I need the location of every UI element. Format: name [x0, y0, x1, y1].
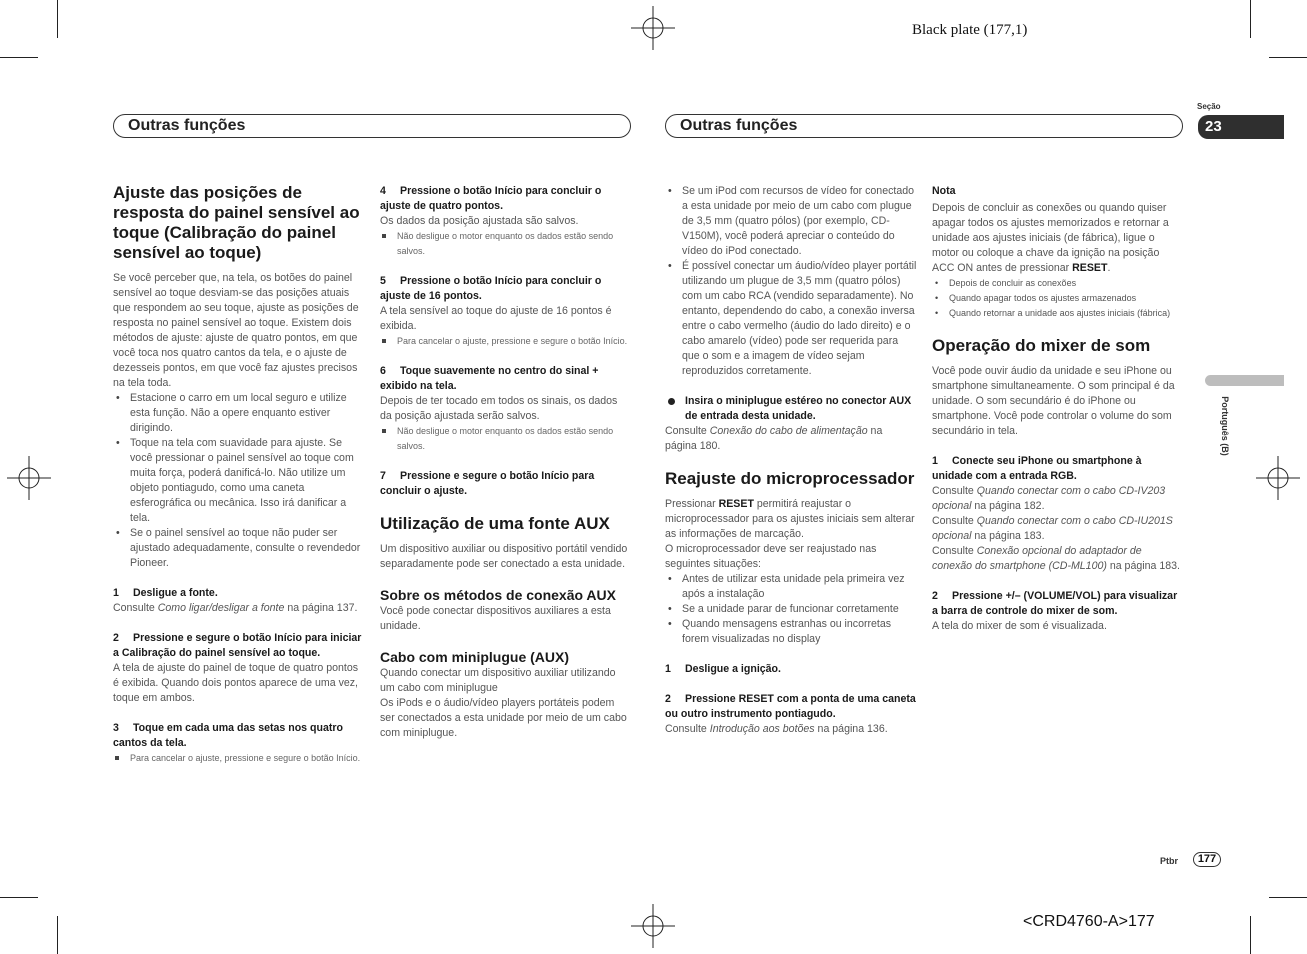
- calibration-intro: Se você perceber que, na tela, os botões do painel sensível ao toque desviam-se das posições atuais que respondem ao seu toque, ajuste as posições de resposta no painel sensível ao toque. Existem dois métodos de ajuste: ajuste de quatro pontos, em que você toca nos quatro cantos da tela, e o ajuste de dezesseis pontos, em que você faz ajustes precisos na tela toda.: [113, 272, 359, 389]
- ref-prefix: Consulte: [932, 545, 977, 557]
- ref-title: Quando conectar com o cabo CD-IU201S opcional: [932, 515, 1173, 542]
- list-item: • Quando apagar todos os ajustes armazenados: [932, 291, 1184, 306]
- step-heading: [380, 274, 632, 304]
- note-heading: Nota: [932, 185, 956, 197]
- note-item: Para cancelar o ajuste, pressione e segure o botão Início.: [113, 751, 365, 766]
- step-reference: [932, 544, 1184, 574]
- aux-methods-text: Você pode conectar dispositivos auxiliares a esta unidade.: [380, 605, 611, 632]
- step-heading: [932, 454, 1184, 484]
- list-item: • Se a unidade parar de funcionar corretamente: [665, 602, 917, 617]
- column-3: [665, 184, 917, 737]
- page-number: 177: [1193, 852, 1221, 867]
- crop-mark: [0, 897, 38, 898]
- crop-mark: [1250, 0, 1251, 38]
- step-heading: [932, 589, 1184, 619]
- list-item: • Se o painel sensível ao toque não puder ser ajustado adequadamente, consulte o revendedor Pioneer.: [113, 526, 365, 571]
- registration-mark-icon: [631, 6, 675, 50]
- reset-text: [665, 497, 917, 542]
- step-reference: [665, 722, 917, 737]
- step-text: Conecte seu iPhone ou smartphone à unidade com a entrada RGB.: [932, 455, 1142, 482]
- plate-label: Black plate (177,1): [912, 22, 1028, 38]
- aux-text: Um dispositivo auxiliar ou dispositivo portátil vendido separadamente pode ser conectado a esta unidade.: [380, 543, 628, 570]
- step-heading: [380, 469, 632, 499]
- language-tab: [1205, 375, 1284, 386]
- step-text: Desligue a fonte.: [133, 587, 218, 599]
- note-item: Não desligue o motor enquanto os dados estão sendo salvos.: [380, 424, 632, 454]
- step-heading: [380, 364, 632, 394]
- reset-text-2: O microprocessador deve ser reajustado nas seguintes situações:: [665, 543, 877, 570]
- crop-mark: [1250, 916, 1251, 954]
- note-body: Depois de concluir as conexões ou quando quiser apagar todos os ajustes memorizados e retornar a unidade aos ajustes iniciais (de fábrica), ligue o motor ou coloque a chave da ignição na posição ACC ON antes de pressionar: [932, 202, 1169, 274]
- step-number: 2: [665, 693, 671, 705]
- ref-suffix: na página 136.: [814, 723, 888, 735]
- step-number: 6: [380, 365, 386, 377]
- miniplug-text: Quando conectar um dispositivo auxiliar utilizando um cabo com miniplugue Os iPods e o áudio/vídeo players portáteis podem ser conectados a esta unidade por meio de um cabo com miniplugue.: [380, 667, 627, 739]
- reset-suffix: permitirá reajustar o microprocessador para os ajustes iniciais sem alterar as informações de marcação.: [665, 498, 915, 540]
- list-item: • Toque na tela com suavidade para ajuste. Se você pressionar o painel sensível ao toque com muita força, poderá danificá-lo. Não utilize um objeto pontiagudo, como uma caneta esferográfica ou mecânica. Isso irá danificar a tela.: [113, 436, 365, 526]
- ref-suffix: na página 137.: [284, 602, 358, 614]
- column-1: [113, 183, 365, 766]
- note-key: RESET: [1072, 262, 1108, 274]
- list-item: • Depois de concluir as conexões: [932, 276, 1184, 291]
- ref-prefix: Consulte: [113, 602, 158, 614]
- step-number: 1: [932, 455, 938, 467]
- step-text: Pressione e segure o botão Início para iniciar a Calibração do painel sensível ao toque.: [113, 632, 362, 659]
- crop-mark: [57, 916, 58, 954]
- step-reference: [932, 484, 1184, 514]
- ref-prefix: Consulte: [932, 515, 977, 527]
- step-number: 1: [665, 663, 671, 675]
- column-4: [932, 184, 1184, 634]
- registration-mark-icon: [631, 904, 675, 948]
- heading-mixer: Operação do mixer de som: [932, 336, 1151, 355]
- heading-calibration: Ajuste das posições de resposta do painel sensível ao toque (Calibração do painel sensível ao toque): [113, 183, 360, 262]
- ref-prefix: Consulte: [665, 425, 710, 437]
- step-body: A tela do mixer de som é visualizada.: [932, 620, 1107, 632]
- step-heading: [113, 586, 365, 601]
- ref-suffix: na página 183.: [1106, 560, 1180, 572]
- language-label: Português (B): [1220, 396, 1230, 456]
- step-reference: [113, 601, 365, 616]
- note-item: Para cancelar o ajuste, pressione e segure o botão Início.: [380, 334, 632, 349]
- registration-mark-icon: [1256, 456, 1300, 500]
- ref-title: Introdução aos botões: [709, 723, 815, 735]
- step-text: Pressione o botão Início para concluir o ajuste de quatro pontos.: [380, 185, 602, 212]
- ref-suffix: na página 183.: [971, 530, 1045, 542]
- ref-title: Conexão do cabo de alimentação: [709, 425, 868, 437]
- section-header-left: [113, 114, 631, 138]
- step-body: Depois de ter tocado em todos os sinais, os dados da posição ajustada serão salvos.: [380, 395, 618, 422]
- step-text: Pressione e segure o botão Início para concluir o ajuste.: [380, 470, 595, 497]
- note-end: .: [1107, 262, 1111, 274]
- reset-key: RESET: [718, 498, 754, 510]
- crop-mark: [1269, 57, 1307, 58]
- crop-mark: [1269, 897, 1307, 898]
- ref-title: Conexão opcional do adaptador de conexão do smartphone (CD-ML100): [932, 545, 1142, 572]
- list-item: • Quando mensagens estranhas ou incorretas forem visualizadas no display: [665, 617, 917, 647]
- step-number: 5: [380, 275, 386, 287]
- step-text: Toque em cada uma das setas nos quatro cantos da tela.: [113, 722, 343, 749]
- step-number: 7: [380, 470, 386, 482]
- section-number-tab: 23: [1198, 115, 1284, 139]
- heading-miniplug: Cabo com miniplugue (AUX): [380, 649, 569, 665]
- list-item: • Se um iPod com recursos de vídeo for conectado a esta unidade por meio de um cabo com plugue de 3,5 mm (quatro pólos) (por exemplo, CD-V150M), você poderá apreciar o conteúdo do vídeo do iPod conectado.: [665, 184, 917, 259]
- step-body: A tela sensível ao toque do ajuste de 16 pontos é exibida.: [380, 305, 612, 332]
- note-item: Não desligue o motor enquanto os dados estão sendo salvos.: [380, 229, 632, 259]
- step-number: 2: [932, 590, 938, 602]
- heading-aux-methods: Sobre os métodos de conexão AUX: [380, 587, 616, 603]
- ref-title: Quando conectar com o cabo CD-IV203 opcional: [932, 485, 1166, 512]
- ref-suffix: na página 180.: [665, 425, 883, 452]
- step-heading: [113, 631, 365, 661]
- step-text: Pressione o botão Início para concluir o ajuste de 16 pontos.: [380, 275, 602, 302]
- mixer-text: Você pode ouvir áudio da unidade e seu iPhone ou smartphone simultaneamente. O som principal é da unidade. O som secundário é do iPhone ou smartphone. Você pode controlar o volume do som secundário in tela.: [932, 365, 1175, 437]
- ref-suffix: na página 182.: [971, 500, 1045, 512]
- step-heading: Insira o miniplugue estéreo no conector AUX de entrada desta unidade.: [665, 394, 917, 424]
- step-text: Desligue a ignição.: [685, 663, 781, 675]
- list-item: • Estacione o carro em um local seguro e utilize esta função. Não a opere enquanto estiver dirigindo.: [113, 391, 365, 436]
- ref-prefix: Consulte: [932, 485, 977, 497]
- step-number: 1: [113, 587, 119, 599]
- footer-language-code: Ptbr: [1160, 856, 1178, 866]
- step-reference: [932, 514, 1184, 544]
- step-text: Pressione RESET com a ponta de uma caneta ou outro instrumento pontiagudo.: [665, 693, 916, 720]
- note-text: [932, 201, 1184, 276]
- step-text: Toque suavemente no centro do sinal + exibido na tela.: [380, 365, 599, 392]
- registration-mark-icon: [7, 456, 51, 500]
- reset-prefix: Pressionar: [665, 498, 719, 510]
- list-item: • Quando retornar a unidade aos ajustes iniciais (fábrica): [932, 306, 1184, 321]
- section-header-right: [665, 114, 1183, 138]
- ref-prefix: Consulte: [665, 723, 710, 735]
- heading-reset: Reajuste do microprocessador: [665, 469, 915, 488]
- section-header-left-text: Outras funções: [128, 117, 246, 134]
- list-item: • Antes de utilizar esta unidade pela primeira vez após a instalação: [665, 572, 917, 602]
- step-heading: [380, 184, 632, 214]
- step-heading: [665, 692, 917, 722]
- crop-mark: [0, 57, 38, 58]
- step-heading: [113, 721, 365, 751]
- step-number: 3: [113, 722, 119, 734]
- step-body: Os dados da posição ajustada são salvos.: [380, 215, 579, 227]
- section-header-right-text: Outras funções: [680, 117, 798, 134]
- step-body: A tela de ajuste do painel de toque de quatro pontos é exibida. Quando dois pontos aparece de uma vez, toque em ambos.: [113, 662, 359, 704]
- section-label: Seção: [1197, 102, 1221, 111]
- list-item: • É possível conectar um áudio/vídeo player portátil utilizando um plugue de 3,5 mm (quatro pólos) com um cabo RCA (vendido separadamente). No entanto, dependendo do cabo, a conexão inversa entre o cabo vermelho (áudio do lado direito) e o cabo amarelo (vídeo) pode ser requerida para que o som e a imagem de vídeo sejam reproduzidos corretamente.: [665, 259, 917, 379]
- column-2: [380, 184, 632, 741]
- crop-mark: [57, 0, 58, 38]
- step-text: Pressione +/– (VOLUME/VOL) para visualizar a barra de controle do mixer de som.: [932, 590, 1178, 617]
- ref-title: Como ligar/desligar a fonte: [157, 602, 285, 614]
- step-number: 4: [380, 185, 386, 197]
- step-number: 2: [113, 632, 119, 644]
- document-code: <CRD4760-A>177: [1023, 913, 1155, 930]
- step-heading: [665, 662, 917, 677]
- step-reference: [665, 424, 917, 454]
- heading-aux: Utilização de uma fonte AUX: [380, 514, 610, 533]
